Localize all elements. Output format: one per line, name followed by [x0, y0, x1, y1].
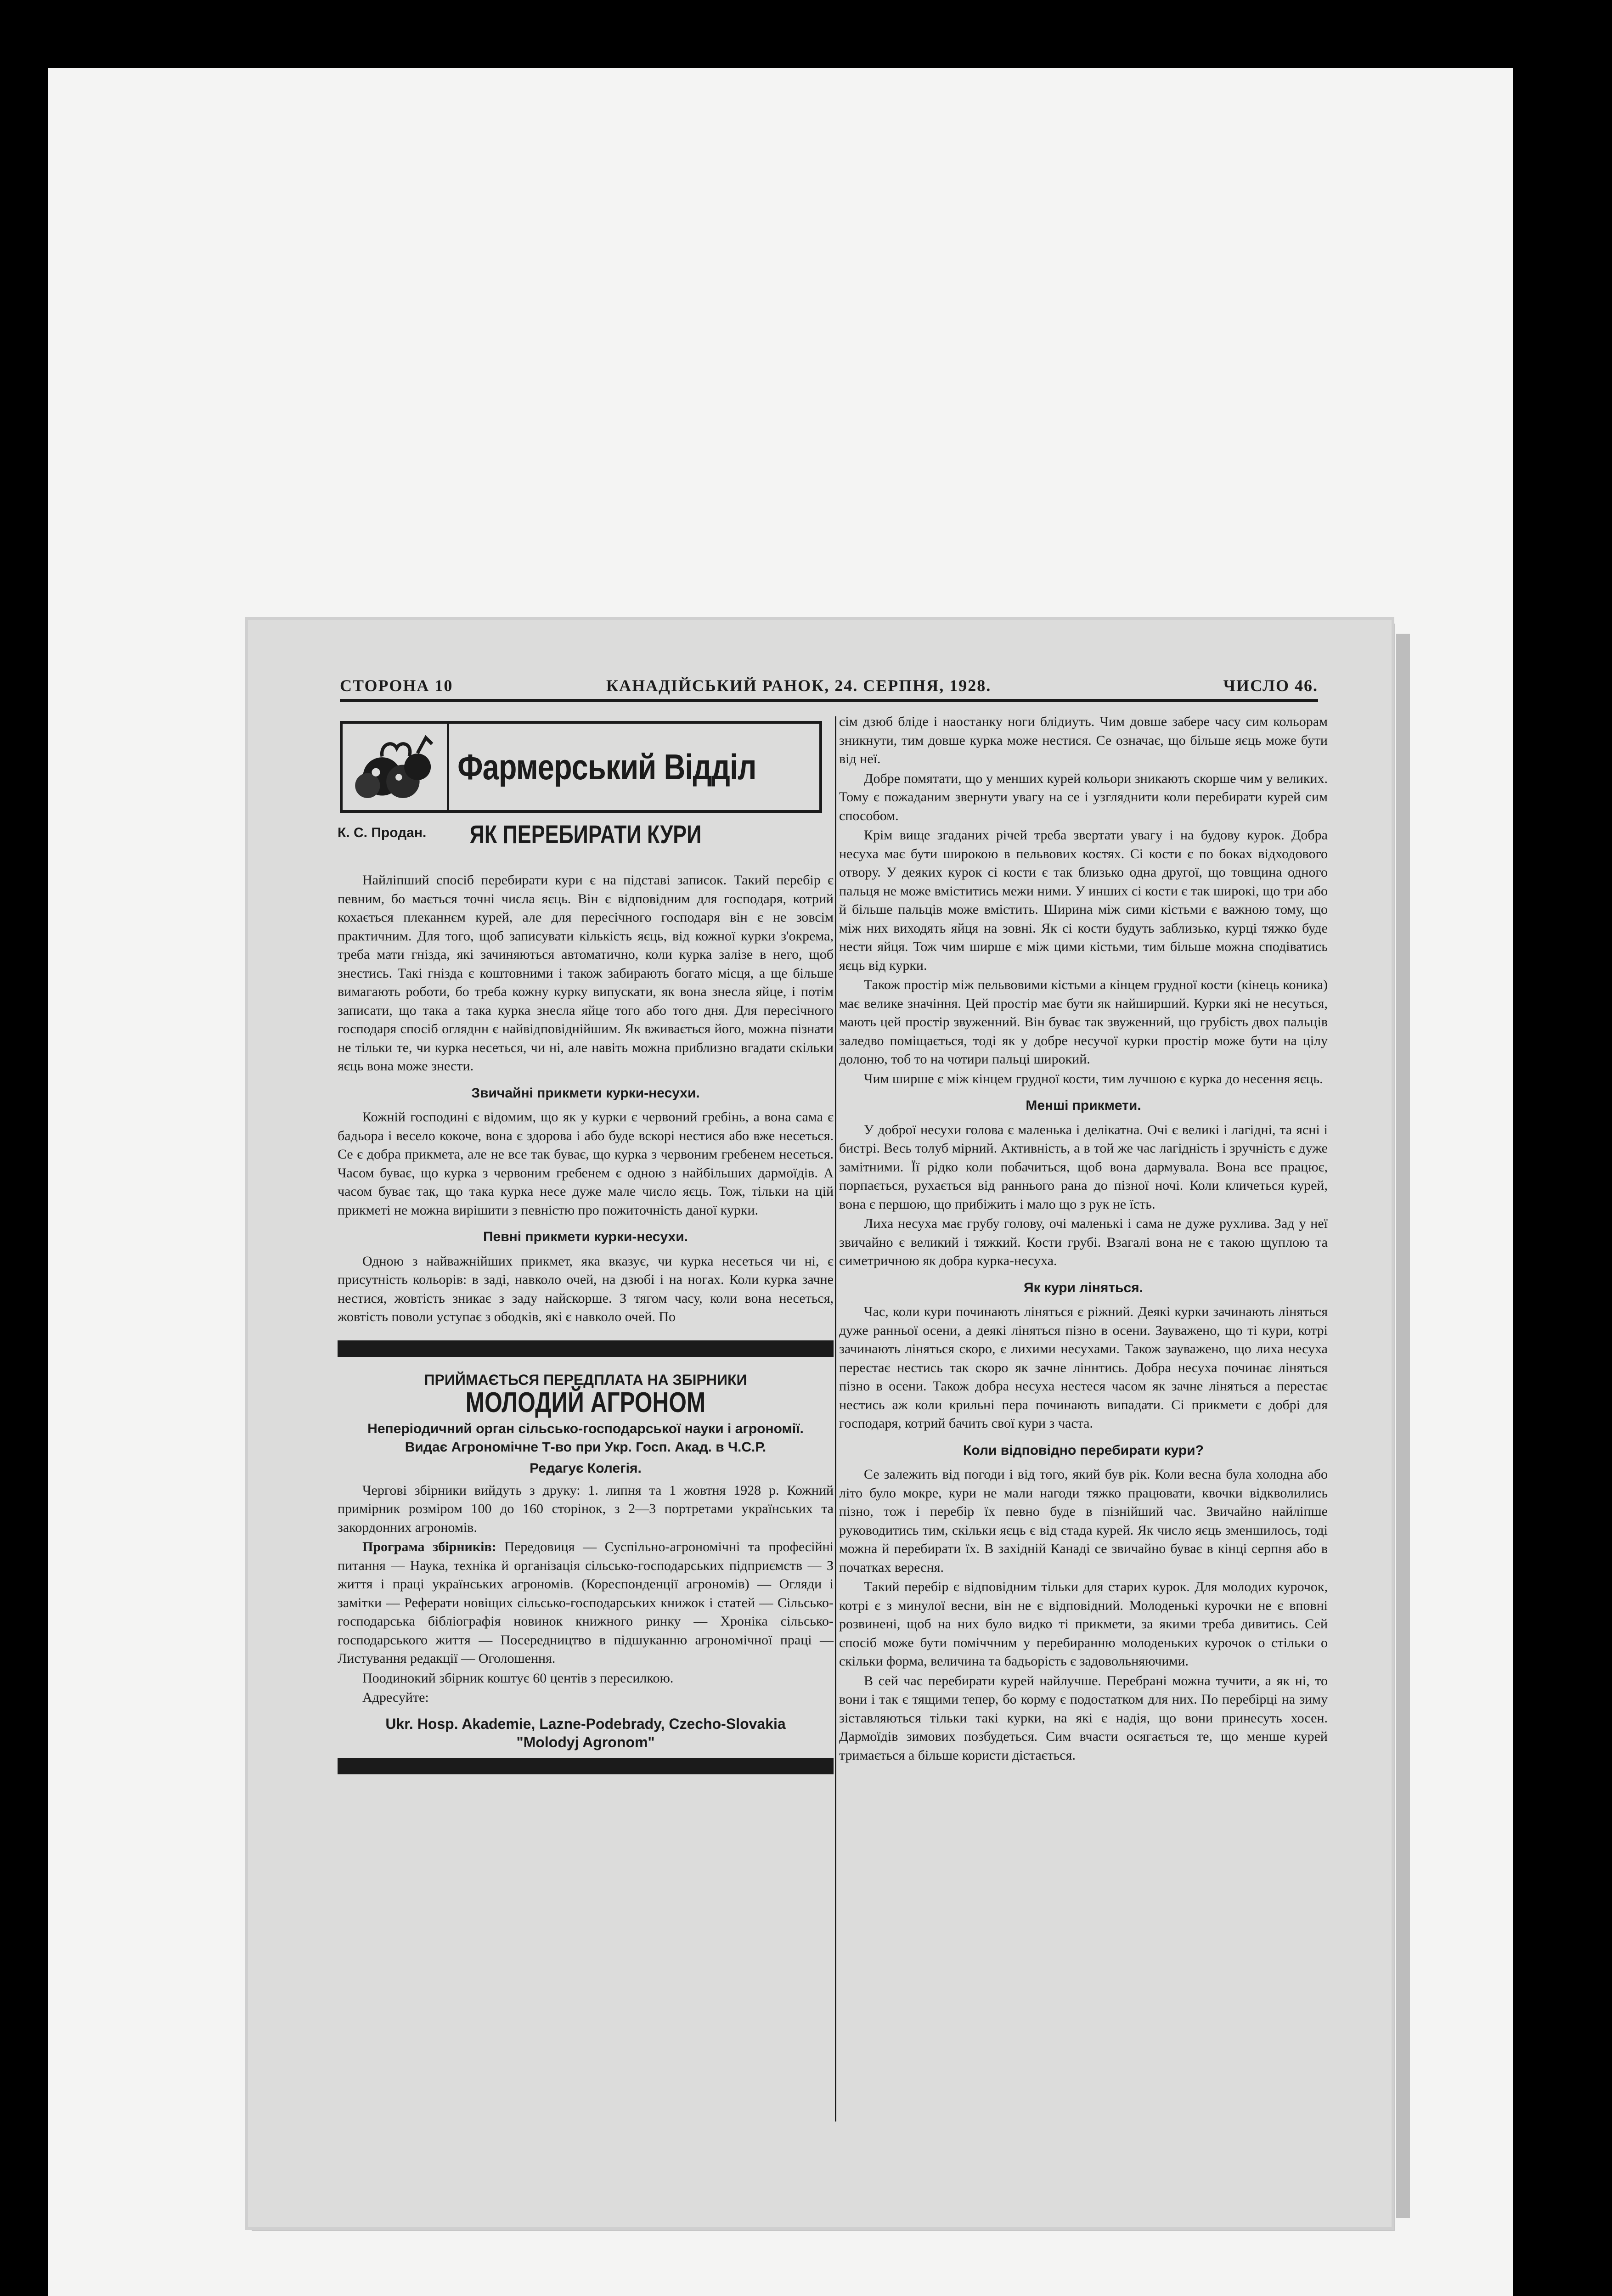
ad-program-label: Програма збірників:	[362, 1539, 496, 1554]
right-column	[839, 713, 1328, 1766]
ad-subtitle	[338, 1420, 834, 1478]
article-byline: К. С. Продан.	[338, 825, 427, 840]
article-paragraph: У доброї несухи голова є маленька і делікатна. Очі є великі і лагідні, та ясні і бистрі. Весь толуб мірний. Активність, а в той же час лагідність і зручність є дуже замітними. Її рідко коли побачиться, щоб вона дармувала. Вона все працює, порпається, рухається від раннього рана до пізної ночі. Коли кличеться курей, вона є першою, що прибіжить і мало що з рук не їсть.	[839, 1122, 1328, 1212]
article-paragraph: Найліпший спосіб перебирати кури є на підставі записок. Такий перебір є певним, бо мається точні числа яєць. Він є відповідним для господаря, котрий кохається плеканнєм курей, але для пересічного господаря він є не зовсім практичним. Для того, щоб записувати кількість яєць, від кожної курки з'окрема, треба мати гнізда, які зачиняються автоматично, коли курка залізе в него, щоб знестись. Такі гнізда є коштовними і також забирають богато місця, а ще більше вимагають роботи, бо треба кожну курку випускати, як вона знесла яйце, і потім записати, що така а така курка знесла яйце того або того дня. Для пересічного господаря спосіб огляднн є найвідповіднійшим. Як вживається його, можна пізнати не тільки те, чи курка несеться, чи ні, але навіть можна приблизно вгадати скільки яєць вона може знести.	[338, 872, 834, 1074]
ad-subtitle-line: Видає Агрономічне Т-во при Укр. Госп. Акад. в Ч.С.Р.	[405, 1439, 767, 1455]
section-title: Фармерський Відділ	[447, 723, 756, 810]
article-paragraph: Крім вище згаданих річей треба звертати увагу і на будову курок. Добра несуха має бути широкою в пельвових костях. Сі кости є по боках відходового отвору. У деяких курок сі кости є так близько одна другої, що товщина одного пальця не може вміститись межи ними. У инших сі кости є так широкі, що три або й більше пальців може вмістить. Ширина між сими кістьми є важною тому, що між них виходять яйця на зовні. Як сі кости будуть заблизько, курці тяжко буде нести яйця. Тож чим ширше є між цими кістьми, тим більше можна сподіватись яєць від курки.	[839, 827, 1328, 973]
article-subheading: Як кури ліняться.	[1024, 1280, 1143, 1295]
ad-program-text: Передовиця — Суспільно-агрономічні та професійні питання — Наука, техніка й організація сільсько-господарських підприємств — З життя і праці українських агрономів. (Кореспонденції агрономів) — Огляди і замітки — Реферати новіщих сільсько-господарських книжок і статей — Сільсько-господарська бібліографія новинок книжного ринку — Хроніка сільсько-господарського життя — Посередництво в підшуканню агрономічної праці — Листування редакції — Оголошення.	[338, 1539, 834, 1666]
article-paragraph: Одною з найважнійших прикмет, яка вказує, чи курка несеться чи ні, є присутність кольорів: в заді, навколо очей, на дзюбі і на ногах. Коли курка зачне нестися, жовтість зникає з заду найскорше. З тягом часу, коли вона несеться, жовтість поволи уступає з ободків, які є навколо очей. По	[338, 1253, 834, 1324]
ad-bottom-rule	[338, 1758, 834, 1774]
article-paragraph: В сей час перебирати курей найлучше. Перебрані можна тучити, а як ні, то вони і так є тящими тепер, бо корму є подостатком для них. По перебірці на зиму зіставляються тільки такі курки, на які є надія, що вони принесуть хосен. Дармоїдів зимових позбудеться. Сим вчасти осягається те, що менше курей тримається а більше користи дістається.	[839, 1673, 1328, 1763]
ad-editor: Редагує Колегія.	[530, 1460, 642, 1476]
ad-address	[338, 1715, 834, 1751]
page-header	[340, 671, 1318, 702]
ad-program	[338, 1538, 834, 1668]
article-paragraph: Час, коли кури починають ліняться є ріжний. Деякі курки зачинають ліняться дуже ранньої осени, а деякі ліняться пізно в осени. Зауважено, що ті кури, котрі зачинають ліняться скоро, є лихими несухами. Також зауважено, що лиха несуха перестає нестись так скоро як зачне ліннтись. Добра несуха починає ліняться пізно в осени. Також добра несуха нестеся часом як зачне ліняться а перестає нестись аж коли крильні пера починають випадати. Сі прикмети є добрі для господаря, котрий бачить свої кури з часта.	[839, 1304, 1328, 1431]
ad-title: МОЛОДИЙ АГРОНОМ	[465, 1387, 706, 1418]
article-paragraph: Се залежить від погоди і від того, який був рік. Коли весна була холодна або літо було мокре, кури не мали нагоди тяжко працювати, квочки відкволились пізно, тож і перебір їх певно буде в пізнійший час. Звичайно найліпше руководитись тим, скільки яєць є від стада курей. Як число яєць зменшилось, тоді можна й перебирати їх. В західній Канаді се звичайно буває в кінці серпня або в початках вересня.	[839, 1467, 1328, 1575]
page-edge	[1396, 634, 1410, 2218]
article-subheading: Звичайні прикмети курки-несухи.	[471, 1085, 700, 1101]
vegetables-icon	[343, 723, 447, 810]
article-paragraph: Добре помятати, що у менших курей кольори зникають скорше чим у великих. Тому є пожаданим звернути увагу на се і узгляднити коли перебирати курей сим способом.	[839, 771, 1328, 823]
ad-paragraph: Чергові збірники вийдуть з друку: 1. липня та 1 жовтня 1928 р. Кожний примірник розміром 100 до 160 сторінок, з 2—3 портретами українських та закордонних агрономів.	[338, 1482, 834, 1535]
article-paragraph: Кожній господині є відомим, що як у курки є червоний гребінь, а вона сама є бадьора і весело кокоче, вона є здорова і або буде вскорі нестися або вже несеться. Се є добра прикмета, але не все так буває, що курка з червоним гребенем несеться. Часом буває, що курка з червоним гребенем є одною з найбільших дармоїдів. А часом буває так, що така курка несе дуже мале число яєць. Тож, тільки на цій прикметі не можна вирішити з певністю про пожиточність даної курки.	[338, 1109, 834, 1218]
ad-top-rule	[338, 1340, 834, 1357]
ad-address-label: Адресуйте:	[362, 1690, 429, 1705]
article-paragraph: Такий перебір є відповідним тільки для старих курок. Для молодих курочок, котрі є з минулої весни, він не є відповідний. Молоденькі курочки не є вповні розвинені, щоб на них було видко ті прикмети, за якими треба дивитись. Сей спосіб може бути поміччним у перебиранню молоденьких курочок о стільки о скільки форма, величина та бадьорість є задовольняючими.	[839, 1579, 1328, 1669]
column-divider	[835, 716, 836, 2122]
section-banner	[340, 721, 822, 813]
article-title: ЯК ПЕРЕБИРАТИ КУРИ	[469, 819, 702, 849]
article-paragraph: Лиха несуха має грубу голову, очі маленькі і сама не дуже рухлива. Зад у неї звичайно є великий і тяжкий. Кости грубі. Взагалі вона не є такою щуплою та симетричною як добра курка-несуха.	[839, 1216, 1328, 1268]
article-subheading: Певні прикмети курки-несухи.	[483, 1229, 688, 1244]
article-subheading: Менші прикмети.	[1026, 1098, 1141, 1113]
page-number: СТОРОНА 10	[340, 676, 453, 695]
newspaper-page	[248, 620, 1392, 2227]
ad-price: Поодинокий збірник коштує 60 центів з пересилкою.	[362, 1670, 674, 1686]
masthead-date: КАНАДІЙСЬКИЙ РАНОК, 24. СЕРПНЯ, 1928.	[606, 676, 992, 695]
ad-heading: ПРИЙМАЄТЬСЯ ПЕРЕДПЛАТА НА ЗБІРНИКИ	[424, 1371, 747, 1388]
left-column	[338, 721, 834, 1788]
ad-address-line: Ukr. Hosp. Akademie, Lazne-Podebrady, Czecho-Slovakia	[385, 1715, 786, 1732]
article-subheading: Коли відповідно перебирати кури?	[963, 1442, 1204, 1458]
issue-number: ЧИСЛО 46.	[1223, 676, 1318, 695]
article-paragraph: Також простір між пельвовими кістьми а кінцем грудної кости (кінець коника) має велике значіння. Цей простір має бути як найширший. Курки які не несуться, мають цей простір звуженний. Він буває так звуженний, що грубість двох пальців заледво поміщається, тоді як у добре несучої курки простір може бути на цілу долоню, тоб то на чотири пальці широкий.	[839, 977, 1328, 1067]
ad-subtitle-line: Неперіодичний орган сільсько-господарської науки і агрономії.	[367, 1421, 804, 1436]
article-paragraph: Чим ширше є між кінцем грудної кости, тим лучшою є курка до несення яєць.	[864, 1071, 1323, 1086]
article-paragraph: сім дзюб бліде і наостанку ноги блідиуть. Чим довше забере часу сим кольорам зникнути, тим довше курка може нестися. Се означає, що більше яєць може бути від неї.	[839, 714, 1328, 766]
ad-address-line: "Molodyj Agronom"	[516, 1733, 655, 1750]
